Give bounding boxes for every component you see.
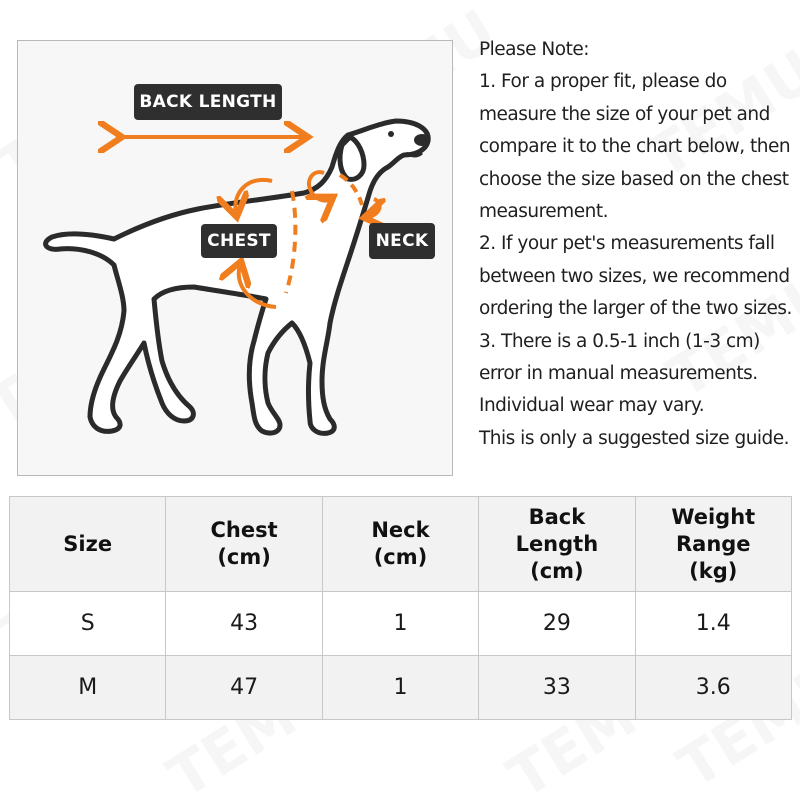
back-length-label: BACK LENGTH [134,84,282,120]
table-header-row [10,497,792,592]
table-row [10,592,792,656]
table-row [10,656,792,720]
note-item: 2. If your pet's measurements fall between two sizes, we recommend ordering the larger of the two sizes. [479,233,792,320]
chest-label: CHEST [201,224,277,258]
header-chest: Chest (cm) [166,497,322,592]
cell-neck: 1 [322,592,478,656]
cell-weight: 1.4 [635,592,791,656]
cell-size: S [10,592,166,656]
cell-size: M [10,656,166,720]
dog-measurement-diagram [17,40,453,476]
size-note [479,34,800,455]
note-item: This is only a suggested size guide. [479,427,790,449]
header-size: Size [10,497,166,592]
cell-back-length: 33 [479,656,635,720]
header-neck: Neck (cm) [322,497,478,592]
size-chart-table [9,496,792,720]
note-item: 1. For a proper fit, please do measure the size of your pet and compare it to the chart below, then choose the size based on the chest measurement. [479,71,791,223]
cell-weight: 3.6 [635,656,791,720]
note-item: 3. There is a 0.5-1 inch (1-3 cm) error in manual measurements. Individual wear may vary. [479,330,760,417]
cell-neck: 1 [322,656,478,720]
cell-chest: 43 [166,592,322,656]
note-heading: Please Note: [479,39,589,60]
header-back-length: Back Length (cm) [479,497,635,592]
header-weight-range: Weight Range (kg) [635,497,791,592]
cell-chest: 47 [166,656,322,720]
cell-back-length: 29 [479,592,635,656]
neck-label: NECK [369,223,435,259]
